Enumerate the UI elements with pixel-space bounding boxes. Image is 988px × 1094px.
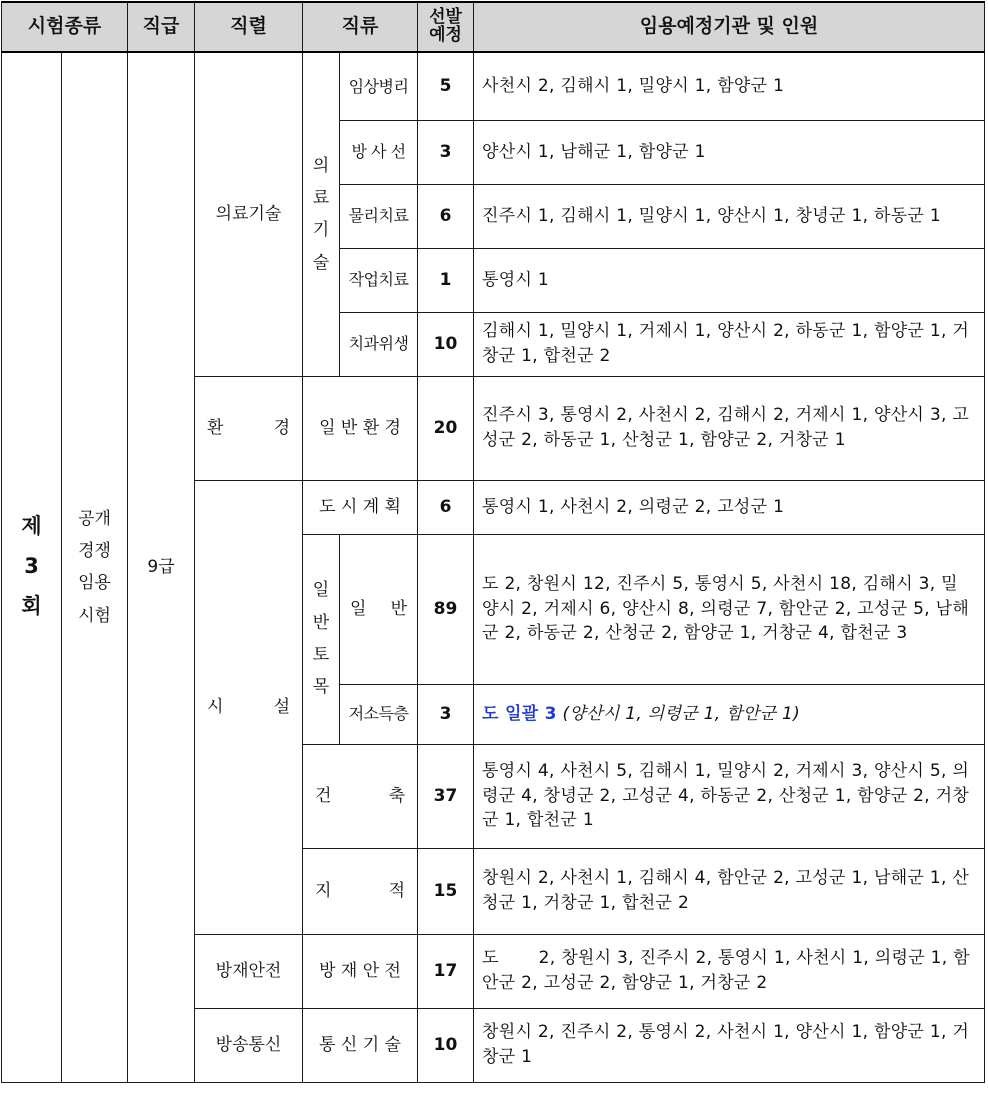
series-environment: 환 경 — [195, 376, 303, 480]
agency-cell: 창원시 2, 사천시 1, 김해시 4, 함안군 2, 고성군 1, 남해군 1, 산청군 1, 거창군 1, 합천군 2 — [474, 848, 985, 934]
agency-cell: 통영시 1 — [474, 248, 985, 312]
group-medical: 의 료 기 술 — [303, 52, 340, 376]
agency-cell — [474, 684, 985, 744]
count-cell: 89 — [418, 534, 474, 684]
agency-cell: 통영시 1, 사천시 2, 의령군 2, 고성군 1 — [474, 480, 985, 534]
class-cell: 물리치료 — [340, 184, 418, 248]
header-planned: 선발 예정 — [418, 2, 474, 52]
count-cell: 10 — [418, 312, 474, 376]
class-cell: 작업치료 — [340, 248, 418, 312]
series-facility: 시 설 — [195, 480, 303, 934]
round-cell: 제 3 회 — [2, 52, 62, 1082]
class-cell: 치과위생 — [340, 312, 418, 376]
header-job-series: 직렬 — [195, 2, 303, 52]
count-cell: 10 — [418, 1008, 474, 1082]
agency-cell: 김해시 1, 밀양시 1, 거제시 1, 양산시 2, 하동군 1, 함양군 1, 거창군 1, 합천군 2 — [474, 312, 985, 376]
count-cell: 20 — [418, 376, 474, 480]
agency-bold-text: 도 일괄 3 — [482, 703, 557, 724]
table-row — [2, 52, 985, 120]
agency-cell: 도 2, 창원시 3, 진주시 2, 통영시 1, 사천시 1, 의령군 1, 함안군 2, 고성군 2, 함양군 1, 거창군 2 — [474, 934, 985, 1008]
count-cell: 1 — [418, 248, 474, 312]
grade-cell: 9급 — [128, 52, 195, 1082]
series-broadcast: 방송통신 — [195, 1008, 303, 1082]
header-agencies: 임용예정기관 및 인원 — [474, 2, 985, 52]
agency-cell: 사천시 2, 김해시 1, 밀양시 1, 함양군 1 — [474, 52, 985, 120]
class-cell: 도 시 계 획 — [303, 480, 418, 534]
class-cell: 일 반 — [340, 534, 418, 684]
class-cell: 건 축 — [303, 744, 418, 848]
class-cell: 임상병리 — [340, 52, 418, 120]
agency-cell: 진주시 1, 김해시 1, 밀양시 1, 양산시 1, 창녕군 1, 하동군 1 — [474, 184, 985, 248]
header-grade: 직급 — [128, 2, 195, 52]
count-cell: 5 — [418, 52, 474, 120]
header-row — [2, 2, 985, 52]
group-civil: 일 반 토 목 — [303, 534, 340, 744]
recruitment-table — [1, 1, 985, 1083]
count-cell: 37 — [418, 744, 474, 848]
agency-cell: 진주시 3, 통영시 2, 사천시 2, 김해시 2, 거제시 1, 양산시 3, 고성군 2, 하동군 1, 산청군 1, 함양군 2, 거창군 1 — [474, 376, 985, 480]
count-cell: 6 — [418, 184, 474, 248]
class-cell: 일 반 환 경 — [303, 376, 418, 480]
count-cell: 6 — [418, 480, 474, 534]
exam-type-cell: 공개 경쟁 임용 시험 — [62, 52, 128, 1082]
class-cell: 지 적 — [303, 848, 418, 934]
count-cell: 15 — [418, 848, 474, 934]
class-cell: 저소득층 — [340, 684, 418, 744]
agency-italic-text: (양산시 1, 의령군 1, 함안군 1) — [562, 703, 801, 724]
agency-cell: 양산시 1, 남해군 1, 함양군 1 — [474, 120, 985, 184]
count-cell: 3 — [418, 120, 474, 184]
series-medical: 의료기술 — [195, 52, 303, 376]
agency-cell: 도 2, 창원시 12, 진주시 5, 통영시 5, 사천시 18, 김해시 3, 밀양시 2, 거제시 6, 양산시 8, 의령군 7, 함안군 2, 고성군 5, 남해군 2, 하동군 2, 산청군 2, 함양군 1, 거창군 4, 합천군 3 — [474, 534, 985, 684]
class-cell: 통 신 기 술 — [303, 1008, 418, 1082]
class-cell: 방 사 선 — [340, 120, 418, 184]
count-cell: 17 — [418, 934, 474, 1008]
header-exam-type: 시험종류 — [2, 2, 128, 52]
class-cell: 방 재 안 전 — [303, 934, 418, 1008]
series-disaster-safety: 방재안전 — [195, 934, 303, 1008]
header-job-class: 직류 — [303, 2, 418, 52]
agency-cell: 창원시 2, 진주시 2, 통영시 2, 사천시 1, 양산시 1, 함양군 1, 거창군 1 — [474, 1008, 985, 1082]
agency-cell: 통영시 4, 사천시 5, 김해시 1, 밀양시 2, 거제시 3, 양산시 5, 의령군 4, 창녕군 2, 고성군 4, 하동군 2, 산청군 1, 함양군 2, 거창군 1, 합천군 1 — [474, 744, 985, 848]
count-cell: 3 — [418, 684, 474, 744]
